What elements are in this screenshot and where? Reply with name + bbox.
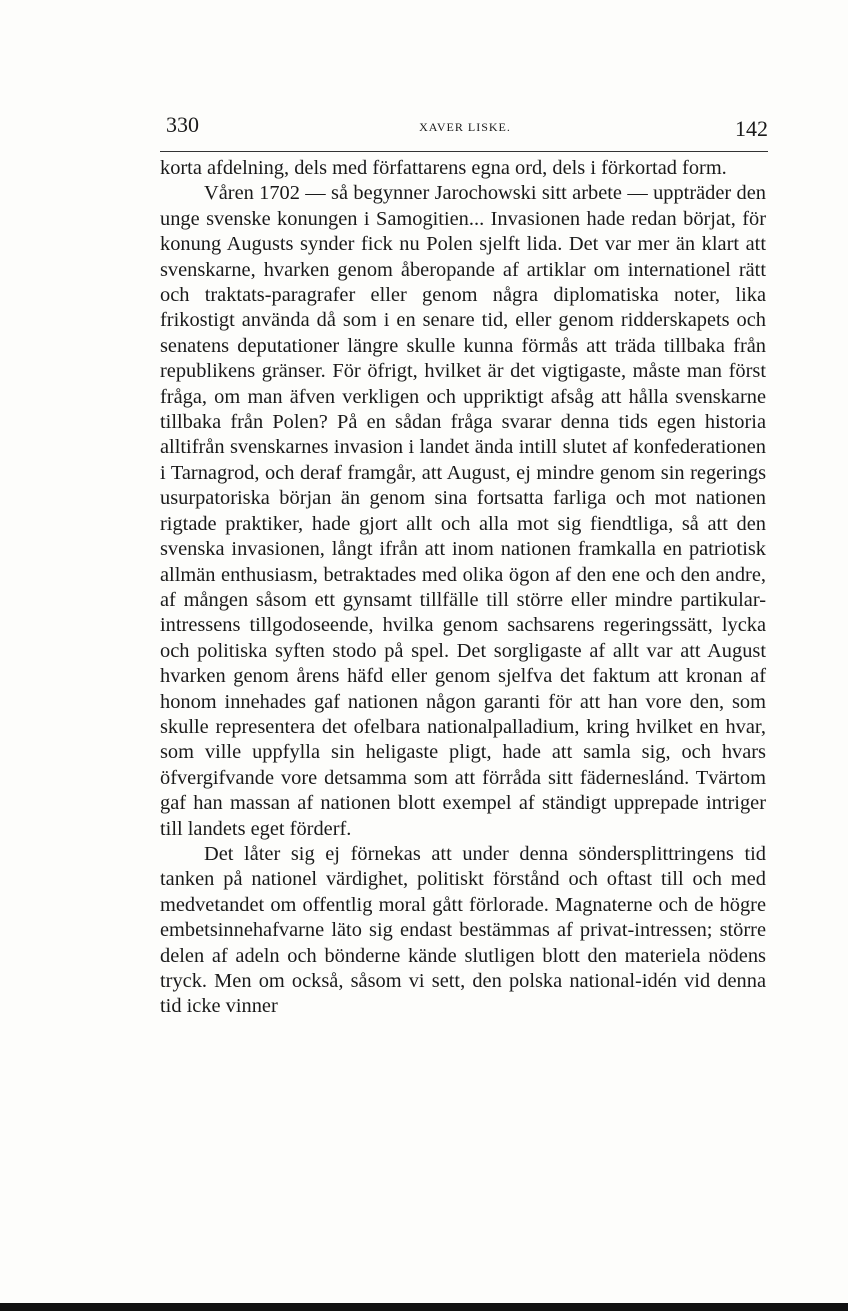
body-text: [160, 156, 766, 1020]
running-head: XAVER LISKE.: [419, 120, 511, 134]
scan-bottom-border: [0, 1303, 848, 1311]
page-header: [160, 112, 770, 148]
header-rule: [160, 151, 768, 152]
page-number: 330: [166, 112, 199, 137]
paragraph-continued: korta afdelning, dels med författarens egna ord, dels i förkortad form.: [160, 157, 727, 179]
paragraph-det-later-sig: Det låter sig ej förnekas att under denna söndersplittringens tid tanken på nationel värdighet, politiskt förstånd och oftast till och med medvetandet om offentlig moral gått förlorade. Magnaterne och de högre embetsinnehafvarne läto sig endast bestämmas af privat-intressen; större delen af adeln och bönderne kände slutligen blott den materiela nödens tryck. Men om också, såsom vi sett, den polska national-idén vid denna tid icke vinner: [160, 842, 766, 1018]
paragraph-varen-1702: Våren 1702 — så begynner Jarochowski sitt arbete — uppträder den unge svenske konungen i Samogitien... Invasionen hade redan börjat, för konung Augusts synder fick nu Polen sjelft lida. Det var mer än klart att svenskarne, hvarken genom åberopande af artiklar om internationel rätt och traktats-paragrafer eller genom några diplomatiska noter, lika frikostigt använda då som i en senare tid, eller genom ridderskapets och senatens deputationer längre skulle kunna förmås att träda tillbaka från republikens gränser. För öfrigt, hvilket är det vigtigaste, måste man först fråga, om man äfven verkligen och uppriktigt afsåg att hålla svenskarne tillbaka från Polen? På en sådan fråga svarar denna tids egen historia alltifrån svenskarnes invasion i landet ända intill slutet af konfederationen i Tarnagrod, och deraf framgår, att August, ej mindre genom sin regerings usurpatoriska början än genom sina fortsatta farliga och mot nationen rigtade praktiker, hade gjort allt och alla mot sig fiendtliga, så att den svenska invasionen, långt ifrån att inom nationen framkalla en patriotisk allmän enthusiasm, betraktades med olika ögon af den ene och den andre, af mången såsom ett gynsamt tillfälle till större eller mindre partikular-intressens tillgodoseende, hvilka genom sachsarens regeringssätt, lycka och politiska syften stodo på spel. Det sorgligaste af allt var att August hvarken genom årens häfd eller genom sjelfva det faktum att kronan af honom innehades gaf nationen någon garanti för att han vore den, som skulle representera det ofelbara nationalpalladium, kring hvilket en hvar, som ville uppfylla sin heligaste pligt, hade att samla sig, och hvars öfvergifvande vore detsamma som att förråda sitt fäderneslánd. Tvärtom gaf han massan af nationen blott exempel af ständigt upprepade intriger till landets eget förderf.: [160, 182, 766, 840]
section-number: 142: [735, 116, 768, 141]
